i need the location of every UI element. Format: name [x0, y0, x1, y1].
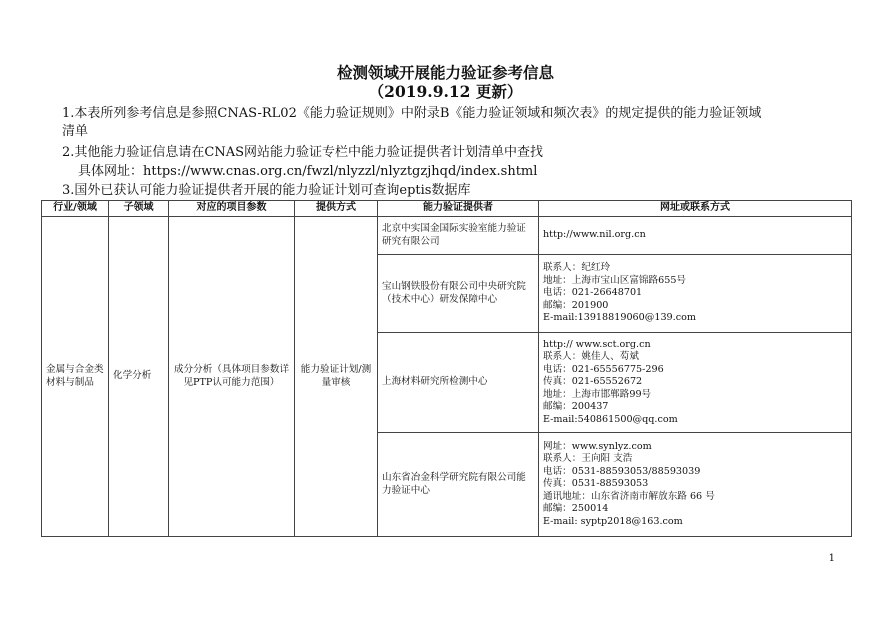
table-header-row [42, 201, 852, 217]
parameter-cell: 成分分析（具体项目参数详见PTP认可能力范围） [169, 217, 295, 537]
contact-line: 电话：021-26648701 [543, 287, 643, 299]
provider-name: 宝山钢铁股份有限公司中央研究院（技术中心）研发保障中心 [378, 255, 539, 333]
contact-line[interactable]: E-mail: syptp2018@163.com [543, 515, 683, 527]
contact-line: 电话：0531-88593053/88593039 [543, 465, 701, 477]
method-cell: 能力验证计划/测量审核 [295, 217, 378, 537]
note-2-url[interactable]: 具体网址：https://www.cnas.org.cn/fwzl/nlyzzl/nlyztgzjhqd/index.shtml [78, 164, 538, 179]
contact-line: 邮编：250014 [543, 503, 609, 515]
provider-name: 山东省冶金科学研究院有限公司能力验证中心 [378, 433, 539, 537]
industry-cell: 金属与合金类材料与制品 [42, 217, 109, 537]
header-parameter: 对应的项目参数 [169, 201, 295, 217]
contact-line[interactable]: E-mail:540861500@qq.com [543, 413, 678, 425]
contact-line: 地址：上海市邯郸路99号 [543, 388, 652, 400]
subfield-cell: 化学分析 [109, 217, 169, 537]
contact-line: 传真：021-65552672 [543, 376, 643, 388]
note-1: 1.本表所列参考信息是参照CNAS-RL02《能力验证规则》中附录B《能力验证领域和频次表》的规定提供的能力验证领域 [62, 106, 762, 121]
provider-contact [539, 217, 852, 255]
header-subfield: 子领域 [109, 201, 169, 217]
contact-line: 联系人：王向阳 支浩 [543, 453, 633, 465]
note-1-continued: 清单 [62, 124, 89, 139]
header-method: 提供方式 [295, 201, 378, 217]
document-title: 检测领域开展能力验证参考信息 [336, 63, 554, 82]
header-industry: 行业/领域 [42, 201, 109, 217]
contact-line: 电话：021-65556775-296 [543, 363, 664, 375]
contact-line[interactable]: http:// www.sct.org.cn [543, 338, 651, 350]
provider-contact [539, 433, 852, 537]
contact-line: 通讯地址：山东省济南市解放东路 66 号 [543, 490, 715, 502]
provider-name: 上海材料研究所检测中心 [378, 333, 539, 433]
note-3: 3.国外已获认可能力验证提供者开展的能力验证计划可查询eptis数据库 [62, 183, 471, 198]
provider-contact [539, 333, 852, 433]
contact-line: 联系人：纪红玲 [543, 262, 611, 274]
provider-contact [539, 255, 852, 333]
pt-info-table [41, 200, 852, 537]
contact-line[interactable]: http://www.nil.org.cn [543, 229, 646, 241]
contact-line[interactable]: E-mail:13918819060@139.com [543, 312, 696, 324]
contact-line: 邮编：201900 [543, 299, 609, 311]
provider-name: 北京中实国金国际实验室能力验证研究有限公司 [378, 217, 539, 255]
page-number: 1 [828, 553, 835, 564]
header-provider: 能力验证提供者 [378, 201, 539, 217]
contact-line[interactable]: 网址：www.synlyz.com [543, 440, 652, 452]
contact-line: 联系人：姚佳人、芶斌 [543, 351, 639, 363]
document-subtitle: （2019.9.12 更新） [368, 82, 523, 101]
header-contact: 网址或联系方式 [539, 201, 852, 217]
note-2: 2.其他能力验证信息请在CNAS网站能力验证专栏中能力验证提供者计划清单中查找 [62, 145, 544, 160]
contact-line: 邮编：200437 [543, 401, 609, 413]
table-row [42, 217, 852, 255]
contact-line: 传真：0531-88593053 [543, 478, 649, 490]
contact-line: 地址：上海市宝山区富锦路655号 [543, 274, 687, 286]
